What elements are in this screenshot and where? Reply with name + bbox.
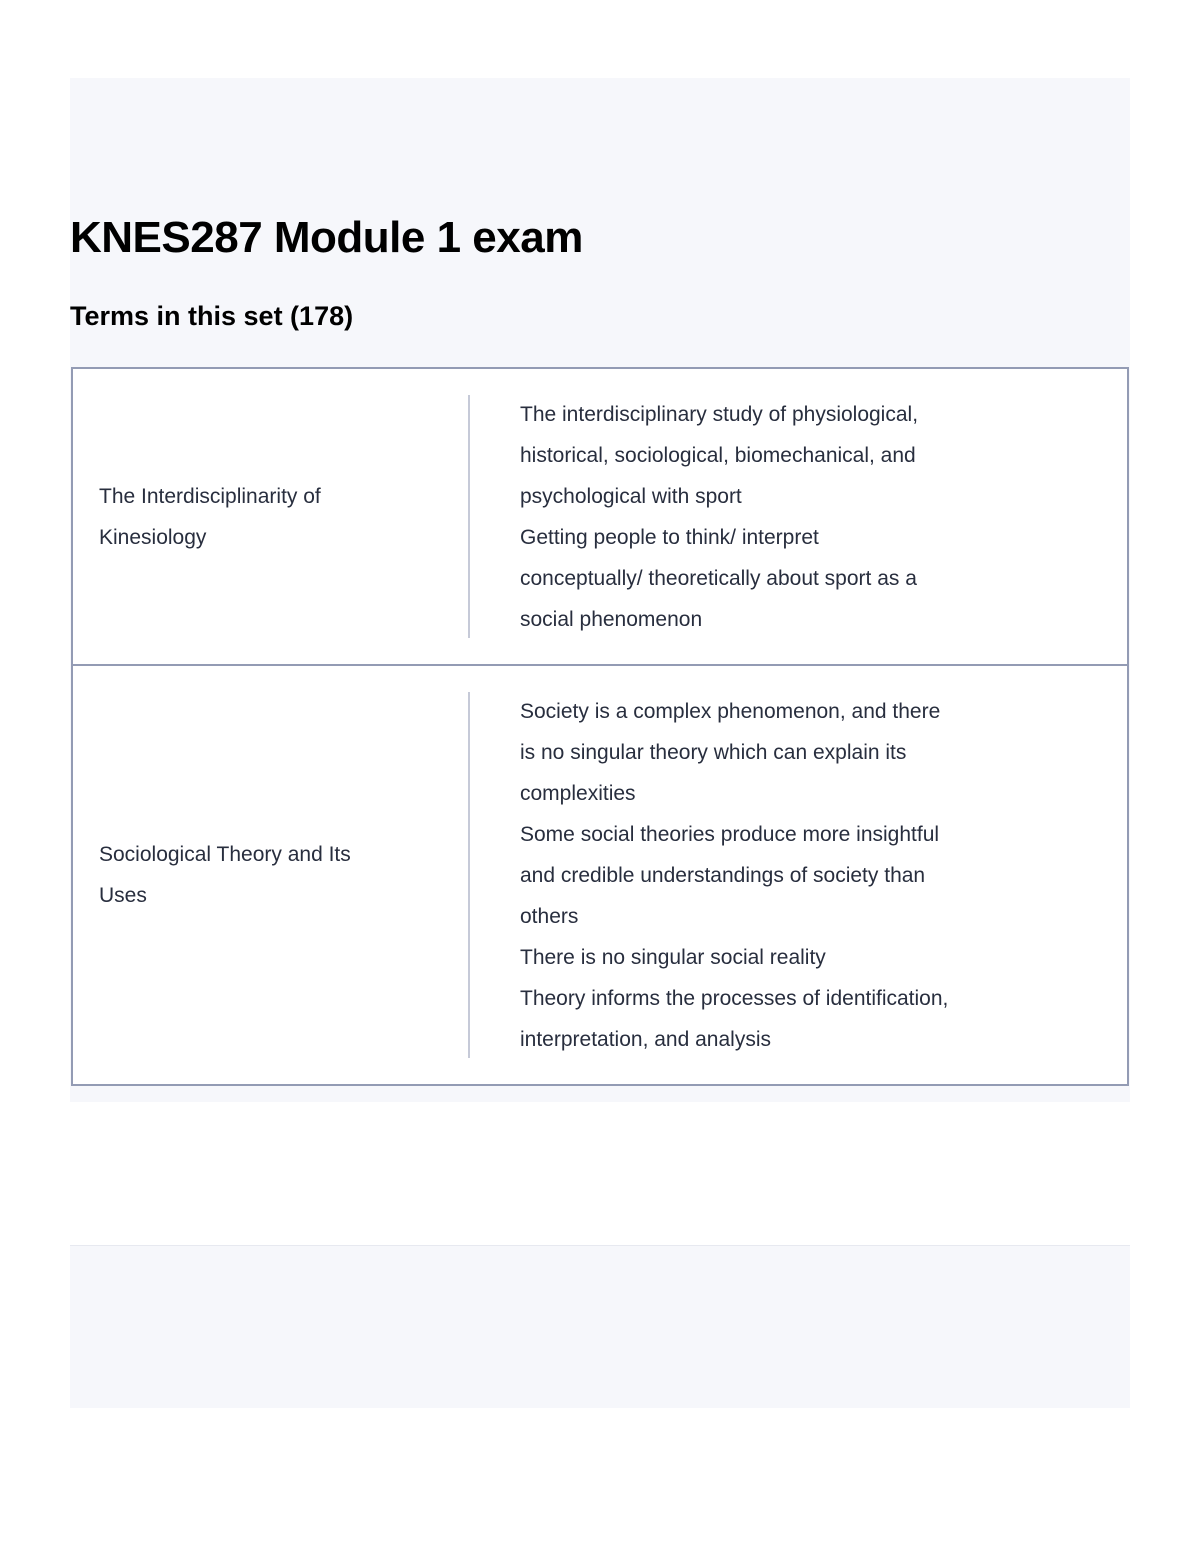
term-text bbox=[99, 834, 351, 916]
definition-line: Getting people to think/ interpret bbox=[520, 525, 819, 549]
term-line: The Interdisciplinarity of bbox=[99, 484, 321, 508]
definition-text bbox=[520, 394, 918, 640]
term-card[interactable] bbox=[71, 367, 1129, 666]
definition-line: Some social theories produce more insightful bbox=[520, 822, 940, 846]
term-side bbox=[73, 395, 470, 638]
term-line: Kinesiology bbox=[99, 525, 207, 549]
terms-list bbox=[71, 367, 1129, 1086]
definition-line: and credible understandings of society than bbox=[520, 863, 926, 887]
definition-line: psychological with sport bbox=[520, 484, 742, 508]
definition-side bbox=[470, 692, 1127, 1058]
definition-text bbox=[520, 691, 948, 1060]
definition-line: social phenomenon bbox=[520, 607, 703, 631]
definition-line: historical, sociological, biomechanical, and bbox=[520, 443, 916, 467]
terms-count-heading: Terms in this set (178) bbox=[70, 301, 354, 331]
definition-line: Theory informs the processes of identification, bbox=[520, 986, 949, 1010]
definition-line: The interdisciplinary study of physiological, bbox=[520, 402, 919, 426]
term-line: Sociological Theory and Its bbox=[99, 843, 351, 866]
definition-line: others bbox=[520, 904, 579, 928]
term-line: Uses bbox=[99, 884, 147, 907]
definition-line: is no singular theory which can explain its bbox=[520, 740, 907, 764]
term-side bbox=[73, 692, 470, 1058]
definition-line: interpretation, and analysis bbox=[520, 1027, 771, 1051]
definition-line: complexities bbox=[520, 781, 636, 805]
term-card[interactable] bbox=[71, 666, 1129, 1086]
term-text bbox=[99, 476, 321, 558]
definition-side bbox=[470, 395, 1127, 638]
page-title: KNES287 Module 1 exam bbox=[70, 213, 583, 262]
definition-line: conceptually/ theoretically about sport as a bbox=[520, 566, 917, 590]
definition-line: Society is a complex phenomenon, and there bbox=[520, 699, 941, 723]
definition-line: There is no singular social reality bbox=[520, 945, 826, 969]
page-background-bottom bbox=[70, 1245, 1130, 1408]
